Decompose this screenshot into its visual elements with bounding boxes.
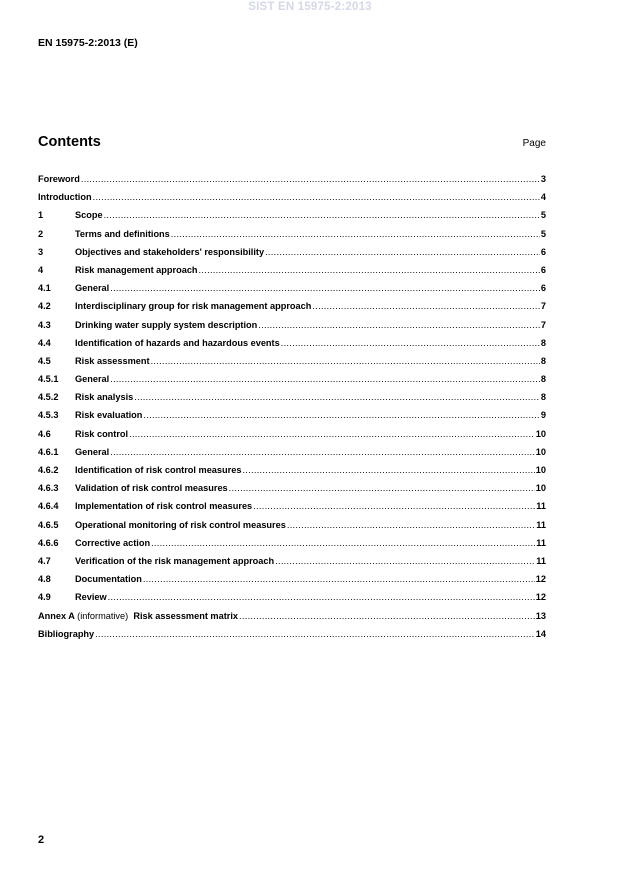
toc-dot-leader <box>170 229 540 239</box>
toc-entry[interactable] <box>38 538 546 556</box>
toc-entry-number: 4.6.3 <box>38 483 59 494</box>
toc-entry-title <box>75 392 133 402</box>
toc-entry-number: 4.6.1 <box>38 446 59 457</box>
toc-dot-leader <box>142 574 535 584</box>
toc-entry-page: 11 <box>536 519 546 530</box>
toc-entry[interactable] <box>38 556 546 574</box>
toc-entry[interactable] <box>38 465 546 483</box>
toc-entry[interactable] <box>38 410 546 428</box>
toc-entry[interactable] <box>38 210 546 228</box>
toc-entry-title <box>38 629 94 639</box>
toc-entry[interactable] <box>38 392 546 410</box>
toc-entry-title <box>75 283 109 293</box>
toc-entry-page: 8 <box>540 337 546 348</box>
toc-entry[interactable] <box>38 229 546 247</box>
toc-entry-text: Implementation of risk control measures <box>75 501 253 512</box>
toc-entry-title <box>75 356 150 366</box>
toc-entry-page: 14 <box>535 628 546 639</box>
toc-entry-number: 3 <box>38 246 44 257</box>
toc-entry[interactable] <box>38 283 546 301</box>
toc-entry-text: Interdisciplinary group for risk management approach <box>75 301 312 312</box>
toc-dot-leader <box>150 356 540 366</box>
toc-entry-text: Objectives and stakeholders' responsibility <box>75 246 265 257</box>
toc-entry[interactable] <box>38 592 546 610</box>
toc-entry[interactable] <box>38 301 546 319</box>
toc-dot-leader <box>92 192 540 202</box>
toc-entry-title <box>75 429 128 439</box>
toc-entry-text: Review <box>75 592 107 603</box>
toc-entry-page: 12 <box>535 592 546 603</box>
toc-entry[interactable] <box>38 447 546 465</box>
toc-entry-title <box>75 483 228 493</box>
toc-entry-page: 7 <box>540 319 546 330</box>
toc-entry-title <box>38 192 92 202</box>
toc-entry-number: 4.5.1 <box>38 374 59 385</box>
toc-entry-text: Drinking water supply system description <box>75 319 258 330</box>
toc-entry-number: 4.6 <box>38 428 51 439</box>
toc-entry-text: Corrective action <box>75 537 151 548</box>
toc-entry-page: 8 <box>540 374 546 385</box>
toc-entry-number: 4.6.2 <box>38 465 59 475</box>
toc-dot-leader <box>286 520 535 530</box>
toc-dot-leader <box>252 501 535 511</box>
toc-entry[interactable] <box>38 501 546 519</box>
toc-entry[interactable] <box>38 320 546 338</box>
toc-entry-text: Scope <box>75 210 103 221</box>
toc-entry-text: Risk assessment <box>75 355 150 366</box>
toc-entry-page: 13 <box>535 610 546 621</box>
toc-entry-number: 4.7 <box>38 555 51 566</box>
toc-dot-leader <box>257 320 540 330</box>
table-of-contents <box>38 174 546 647</box>
toc-dot-leader <box>94 629 535 639</box>
toc-dot-leader <box>150 538 535 548</box>
toc-entry[interactable] <box>38 520 546 538</box>
toc-entry-title <box>75 592 107 602</box>
toc-entry-page: 6 <box>540 264 546 275</box>
toc-entry-title <box>75 538 150 548</box>
toc-dot-leader <box>238 611 535 621</box>
toc-entry-title <box>75 574 142 584</box>
toc-entry-title <box>75 338 280 348</box>
toc-entry-title <box>38 174 80 184</box>
toc-dot-leader <box>241 465 534 475</box>
toc-entry-page: 9 <box>540 410 546 421</box>
toc-entry-title <box>75 374 109 384</box>
toc-entry-text: Bibliography <box>38 628 95 639</box>
toc-entry-page: 10 <box>535 465 546 475</box>
toc-entry-title <box>75 465 241 475</box>
toc-entry-text: Introduction <box>38 192 92 203</box>
toc-entry-text: Identification of hazards and hazardous events <box>75 337 280 348</box>
toc-entry-text: General <box>75 283 110 294</box>
toc-entry-text: General <box>75 374 110 385</box>
toc-entry-number: 4.1 <box>38 283 51 294</box>
toc-dot-leader <box>274 556 535 566</box>
toc-entry-title <box>75 556 274 566</box>
toc-entry-page: 6 <box>540 246 546 257</box>
toc-entry-page: 7 <box>540 301 546 312</box>
toc-entry-page: 3 <box>540 174 546 184</box>
toc-entry-text: Identification of risk control measures <box>75 465 242 475</box>
toc-dot-leader <box>264 247 540 257</box>
toc-entry-number: 4.8 <box>38 574 51 585</box>
toc-entry-text: Risk control <box>75 428 129 439</box>
toc-entry[interactable] <box>38 265 546 283</box>
toc-entry-text: General <box>75 446 110 457</box>
toc-entry-qualifier: (informative) <box>77 610 134 621</box>
toc-entry[interactable] <box>38 629 546 647</box>
toc-entry-number: 4.6.6 <box>38 537 59 548</box>
toc-entry-title <box>75 501 252 511</box>
toc-dot-leader <box>142 410 539 420</box>
toc-entry-number: 4.4 <box>38 337 51 348</box>
toc-entry-page: 10 <box>535 483 546 494</box>
toc-entry-number: 4.9 <box>38 592 51 603</box>
toc-entry-text: Foreword <box>38 174 80 184</box>
toc-entry-text: Risk evaluation <box>75 410 143 421</box>
toc-entry-number: 4.5.3 <box>38 410 59 421</box>
toc-entry-page: 6 <box>540 283 546 294</box>
toc-entry-page: 12 <box>535 574 546 585</box>
toc-entry-text: Validation of risk control measures <box>75 483 228 494</box>
toc-entry-number: 4.2 <box>38 301 51 312</box>
toc-entry-number: 4.5.2 <box>38 392 59 403</box>
toc-dot-leader <box>198 265 540 275</box>
toc-entry-text: Documentation <box>75 574 142 585</box>
contents-heading: Contents <box>38 134 101 150</box>
toc-entry-page: 4 <box>540 192 546 203</box>
toc-entry-text: Terms and definitions <box>75 228 170 239</box>
toc-entry-page: 8 <box>540 392 546 403</box>
toc-entry-page: 5 <box>540 210 546 221</box>
toc-entry-number: 2 <box>38 228 44 239</box>
page-column-label: Page <box>522 138 546 149</box>
toc-entry-number: 1 <box>38 210 44 221</box>
toc-entry-title <box>75 247 264 257</box>
page-number: 2 <box>38 834 45 846</box>
toc-dot-leader <box>128 429 535 439</box>
toc-entry-title <box>75 265 198 275</box>
toc-entry[interactable] <box>38 574 546 592</box>
toc-dot-leader <box>107 592 535 602</box>
toc-entry-page: 11 <box>536 555 546 566</box>
toc-entry-text: Risk analysis <box>75 392 134 403</box>
toc-dot-leader <box>80 174 540 184</box>
toc-entry-title <box>38 611 238 621</box>
toc-entry-page: 11 <box>536 501 546 512</box>
toc-dot-leader <box>109 447 535 457</box>
toc-entry-number: 4.3 <box>38 319 51 330</box>
toc-entry-number: 4.6.4 <box>38 501 59 512</box>
toc-entry-title <box>75 410 142 420</box>
toc-entry-title <box>75 520 286 530</box>
toc-entry-number: 4.5 <box>38 355 51 366</box>
toc-entry-text: Verification of the risk management approach <box>75 555 275 566</box>
toc-entry-text: Risk assessment matrix <box>133 610 239 621</box>
toc-entry[interactable] <box>38 483 546 501</box>
toc-entry-page: 11 <box>536 537 546 548</box>
toc-entry[interactable] <box>38 611 546 629</box>
toc-entry-title <box>75 229 170 239</box>
toc-entry[interactable] <box>38 374 546 392</box>
toc-dot-leader <box>311 301 539 311</box>
toc-entry-title <box>75 210 103 220</box>
toc-entry-number: 4.6.5 <box>38 519 59 530</box>
toc-entry[interactable] <box>38 174 546 192</box>
toc-entry-text: Risk management approach <box>75 264 198 275</box>
toc-entry-text: Operational monitoring of risk control measures <box>75 519 286 530</box>
toc-entry[interactable] <box>38 429 546 447</box>
toc-entry-title <box>75 320 257 330</box>
toc-dot-leader <box>109 374 540 384</box>
toc-entry-page: 8 <box>540 355 546 366</box>
toc-entry-number: 4 <box>38 264 44 275</box>
toc-entry-title <box>75 301 311 311</box>
toc-dot-leader <box>228 483 535 493</box>
toc-entry-prefix: Annex A <box>38 610 78 621</box>
toc-entry[interactable] <box>38 247 546 265</box>
toc-dot-leader <box>109 283 540 293</box>
toc-dot-leader <box>103 210 540 220</box>
toc-entry[interactable] <box>38 356 546 374</box>
toc-dot-leader <box>280 338 540 348</box>
toc-entry[interactable] <box>38 338 546 356</box>
watermark: SIST EN 15975-2:2013 <box>248 1 372 13</box>
toc-entry-title <box>75 447 109 457</box>
document-id: EN 15975-2:2013 (E) <box>38 37 138 49</box>
toc-entry[interactable] <box>38 192 546 210</box>
toc-entry-page: 10 <box>535 428 546 439</box>
toc-entry-page: 10 <box>535 446 546 457</box>
toc-dot-leader <box>133 392 540 402</box>
toc-entry-page: 5 <box>540 228 546 239</box>
